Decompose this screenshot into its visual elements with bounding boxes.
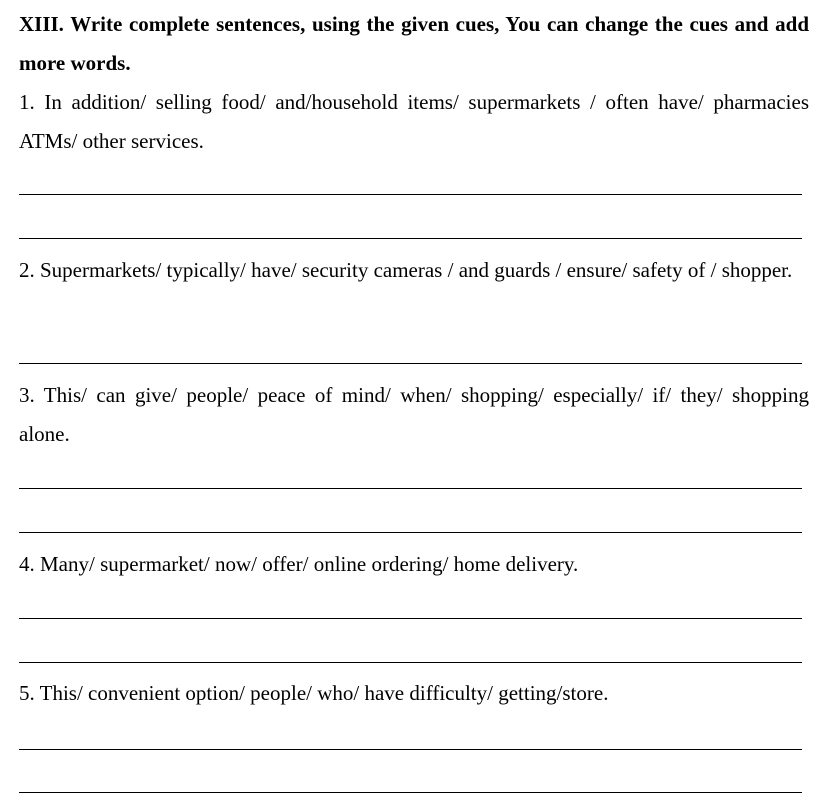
answer-line-4b[interactable] [19, 662, 802, 663]
answer-line-1b[interactable] [19, 238, 802, 239]
exercise-item-2: 2. Supermarkets/ typically/ have/ security cameras / and guards / ensure/ safety of / shopper. [19, 258, 793, 282]
exercise-item-1: 1. In addition/ selling food/ and/household items/ supermarkets / often have/ pharmacies ATMs/ other services. [19, 90, 809, 153]
answer-line-3a[interactable] [19, 488, 802, 489]
answer-line-1a[interactable] [19, 194, 802, 195]
answer-line-2a[interactable] [19, 363, 802, 364]
exercise-item-5: 5. This/ convenient option/ people/ who/ have difficulty/ getting/store. [19, 681, 609, 705]
exercise-heading: XIII. Write complete sentences, using the given cues, You can change the cues and add more words. [19, 12, 809, 75]
exercise-item-3: 3. This/ can give/ people/ peace of mind/ when/ shopping/ especially/ if/ they/ shopping alone. [19, 383, 809, 446]
answer-line-4a[interactable] [19, 618, 802, 619]
answer-line-3b[interactable] [19, 532, 802, 533]
exercise-item-4: 4. Many/ supermarket/ now/ offer/ online ordering/ home delivery. [19, 552, 579, 576]
answer-line-5b[interactable] [19, 792, 802, 793]
answer-line-5a[interactable] [19, 749, 802, 750]
